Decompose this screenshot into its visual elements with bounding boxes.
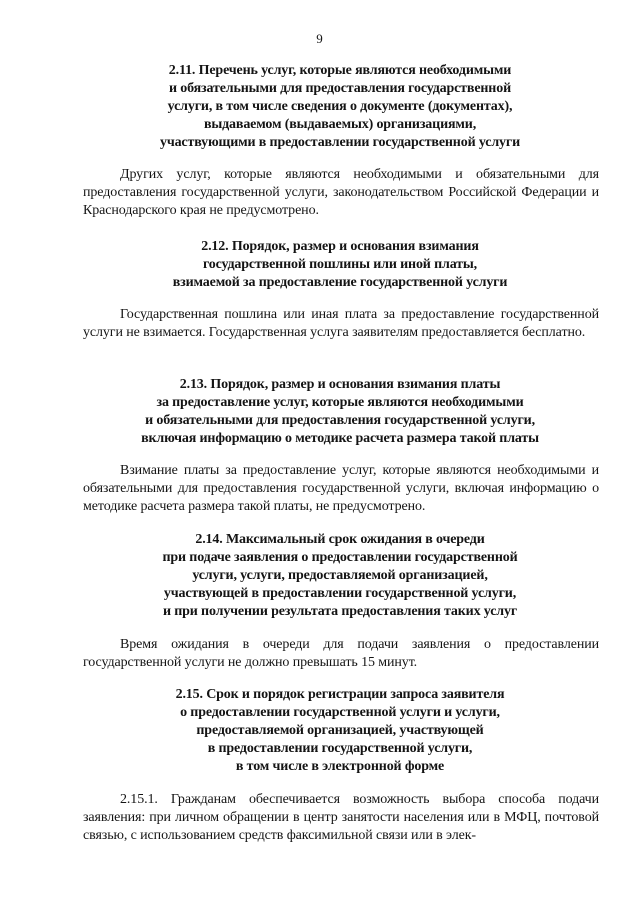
heading-line: о предоставлении государственной услуги и услуги, <box>180 705 500 720</box>
heading-line: и обязательными для предоставления государственной услуги, <box>145 413 535 428</box>
heading-line: в том числе в электронной форме <box>235 759 445 774</box>
heading-line: выдаваемом (выдаваемых) организациями, <box>203 117 477 132</box>
section-2-11-body: Других услуг, которые являются необходимыми и обязательными для предоставления государственной услуги, законодательством Российской Федерации и Краснодарского края не предусмотрено. <box>83 167 599 218</box>
heading-line: услуги, в том числе сведения о документе (документах), <box>167 99 513 114</box>
section-2-11-heading <box>110 62 570 152</box>
section-2-14-body: Время ожидания в очереди для подачи заявления о предоставлении государственной услуги не должно превышать 15 минут. <box>83 637 599 670</box>
heading-line: предоставляемой организацией, участвующей <box>196 723 484 738</box>
heading-line: участвующими в предоставлении государственной услуги <box>159 135 521 150</box>
section-2-14-heading <box>110 531 570 621</box>
heading-line: 2.13. Порядок, размер и основания взимания платы <box>179 377 501 392</box>
heading-line: при подаче заявления о предоставлении государственной <box>162 550 518 565</box>
heading-line: взимаемой за предоставление государственной услуги <box>172 275 508 290</box>
heading-line: и при получении результата предоставления таких услуг <box>162 604 518 619</box>
heading-line: включая информацию о методике расчета размера такой платы <box>141 431 539 446</box>
section-2-15-1-body: 2.15.1. Гражданам обеспечивается возможность выбора способа подачи заявления: при личном обращении в центр занятости населения или в МФЦ, почтовой связью, с использованием средств факсимильной связи или в элек- <box>83 792 599 843</box>
heading-line: и обязательными для предоставления государственной <box>169 81 511 96</box>
heading-line: 2.12. Порядок, размер и основания взимания <box>201 239 479 254</box>
heading-line: 2.14. Максимальный срок ожидания в очереди <box>195 532 485 547</box>
heading-line: услуги, услуги, предоставляемой организацией, <box>192 568 488 583</box>
section-2-13-body: Взимание платы за предоставление услуг, которые являются необходимыми и обязательными для предоставления государственной услуги, включая информацию о методике расчета размера такой платы, не предусмотрено. <box>83 463 599 514</box>
section-2-15-heading <box>110 686 570 776</box>
section-2-12-heading <box>110 238 570 292</box>
heading-line: в предоставлении государственной услуги, <box>207 741 473 756</box>
heading-line: участвующей в предоставлении государственной услуги, <box>163 586 517 601</box>
section-2-12-body: Государственная пошлина или иная плата за предоставление государственной услуги не взимается. Государственная услуга заявителям предоставляется бесплатно. <box>83 307 599 340</box>
heading-line: 2.15. Срок и порядок регистрации запроса заявителя <box>175 687 505 702</box>
heading-line: 2.11. Перечень услуг, которые являются необходимыми <box>168 63 512 78</box>
heading-line: за предоставление услуг, которые являются необходимыми <box>156 395 524 410</box>
page-number: 9 <box>316 31 323 46</box>
section-2-13-heading <box>110 376 570 448</box>
heading-line: государственной пошлины или иной платы, <box>202 257 478 272</box>
